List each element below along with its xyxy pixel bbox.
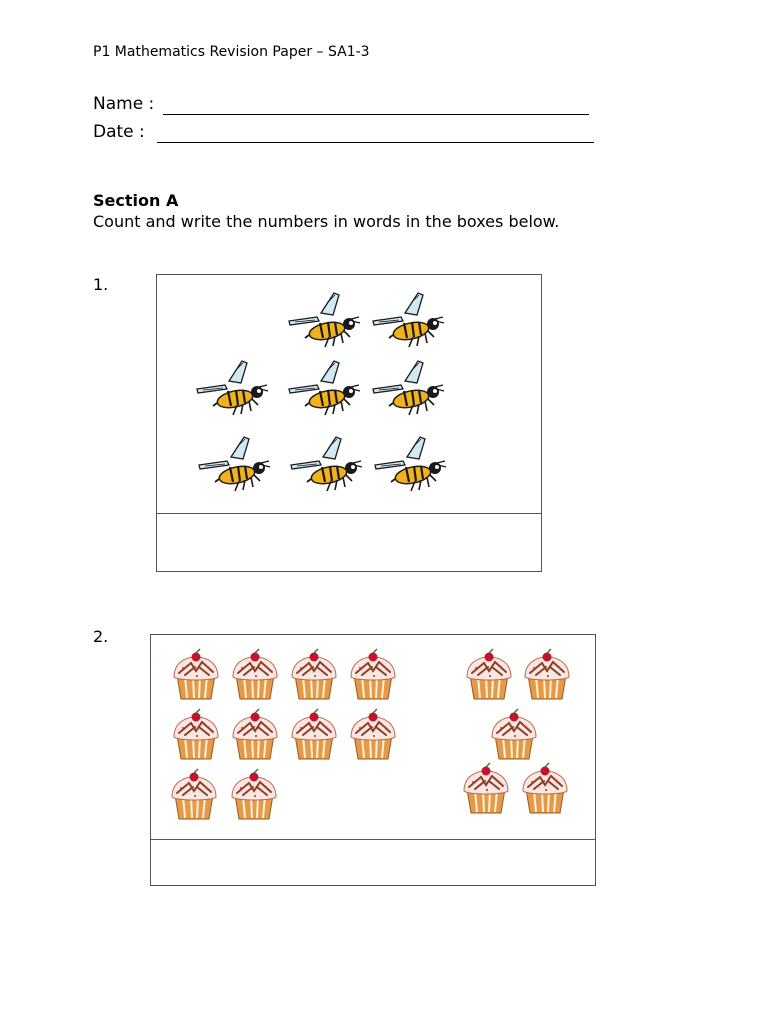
- question-number-2: 2.: [93, 627, 109, 646]
- cupcake-icon: [525, 649, 569, 699]
- bee-icon: [373, 361, 444, 415]
- bee-icon: [289, 293, 360, 347]
- cupcake-icon: [233, 649, 277, 699]
- date-line[interactable]: [157, 142, 594, 143]
- cupcake-icon: [232, 769, 276, 819]
- question-number-1: 1.: [93, 275, 109, 294]
- bee-icon: [373, 293, 444, 347]
- bee-icon: [197, 361, 268, 415]
- question-1-box: [156, 274, 542, 572]
- cupcake-icon: [233, 709, 277, 759]
- bee-icon: [375, 437, 446, 491]
- question-2-answer-box[interactable]: [151, 839, 595, 885]
- cupcake-icon: [467, 649, 511, 699]
- cupcake-icon: [351, 709, 395, 759]
- cupcake-icon: [172, 769, 216, 819]
- bee-icon: [199, 437, 270, 491]
- name-line[interactable]: [163, 114, 589, 115]
- cupcake-icon: [292, 649, 336, 699]
- cupcake-icon: [492, 709, 536, 759]
- cupcake-group: [151, 635, 595, 840]
- date-label: Date :: [93, 122, 145, 142]
- cupcake-icon: [292, 709, 336, 759]
- cupcake-icon: [523, 763, 567, 813]
- paper-title: P1 Mathematics Revision Paper – SA1-3: [93, 44, 370, 60]
- question-2-box: [150, 634, 596, 886]
- cupcake-icon: [351, 649, 395, 699]
- section-instruction: Count and write the numbers in words in the boxes below.: [93, 212, 560, 231]
- cupcake-icon: [464, 763, 508, 813]
- name-label: Name :: [93, 94, 155, 114]
- section-title: Section A: [93, 191, 179, 210]
- cupcake-icon: [174, 649, 218, 699]
- bee-icon: [291, 437, 362, 491]
- bee-icon: [289, 361, 360, 415]
- cupcake-icon: [174, 709, 218, 759]
- bee-group: [157, 275, 541, 515]
- question-1-answer-box[interactable]: [157, 513, 541, 571]
